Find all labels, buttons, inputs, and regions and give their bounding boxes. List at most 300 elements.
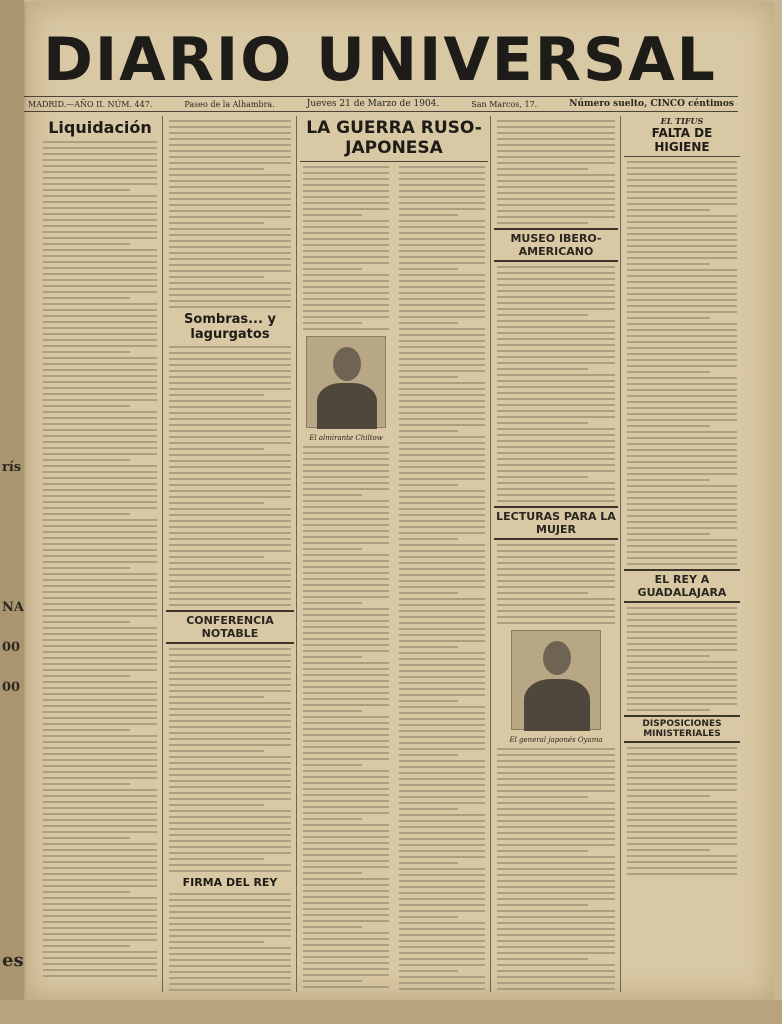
text-line — [43, 669, 157, 671]
text-line — [497, 222, 588, 224]
text-line — [497, 216, 615, 218]
text-line — [627, 281, 737, 283]
page-background — [0, 1000, 782, 1024]
text-line — [303, 310, 389, 312]
text-line — [169, 810, 291, 812]
text-line — [169, 180, 291, 182]
text-line — [497, 874, 615, 876]
text-line — [303, 560, 389, 562]
text-line — [399, 394, 485, 396]
text-line — [169, 240, 291, 242]
text-line — [497, 772, 615, 774]
text-line — [627, 179, 737, 181]
text-line — [43, 459, 130, 461]
text-line — [43, 147, 157, 149]
text-line — [43, 783, 130, 785]
text-line — [43, 807, 157, 809]
text-line — [303, 184, 389, 186]
text-line — [399, 646, 458, 648]
text-line — [43, 675, 130, 677]
text-line — [43, 825, 157, 827]
text-line — [43, 597, 157, 599]
article-body — [494, 120, 618, 224]
article-body — [494, 748, 618, 992]
text-line — [43, 141, 157, 143]
portrait-caption: El almirante Chiltow — [309, 434, 383, 442]
text-line — [627, 311, 737, 313]
text-line — [497, 162, 615, 164]
text-line — [497, 314, 588, 316]
text-line — [169, 864, 291, 866]
text-line — [169, 708, 291, 710]
text-line — [169, 234, 291, 236]
article-body — [166, 893, 294, 992]
text-line — [303, 446, 389, 448]
text-line — [169, 424, 291, 426]
text-line — [43, 843, 157, 845]
text-line — [43, 309, 157, 311]
text-line — [43, 543, 157, 545]
text-line — [627, 843, 737, 845]
text-line — [169, 418, 291, 420]
text-line — [43, 771, 157, 773]
text-line — [169, 270, 291, 272]
text-line — [303, 620, 389, 622]
text-line — [43, 171, 157, 173]
text-line — [169, 150, 291, 152]
column-3 — [300, 116, 488, 992]
text-line — [399, 790, 485, 792]
text-line — [169, 550, 291, 552]
text-line — [399, 808, 458, 810]
text-line — [303, 494, 362, 496]
text-line — [497, 278, 615, 280]
text-line — [627, 873, 737, 875]
text-line — [399, 310, 485, 312]
article-body — [494, 544, 618, 624]
text-line — [43, 873, 157, 875]
text-line — [399, 784, 485, 786]
text-line — [303, 716, 389, 718]
strip-text: NA — [2, 600, 24, 615]
text-line — [303, 944, 389, 946]
text-line — [627, 697, 737, 699]
text-line — [43, 693, 157, 695]
text-line — [399, 832, 485, 834]
text-line — [169, 648, 291, 650]
text-line — [43, 213, 157, 215]
text-line — [43, 345, 157, 347]
text-line — [303, 602, 362, 604]
text-line — [627, 813, 737, 815]
text-line — [303, 458, 389, 460]
text-line — [497, 120, 615, 122]
text-line — [43, 249, 157, 251]
text-line — [303, 866, 389, 868]
text-line — [303, 950, 389, 952]
text-line — [303, 286, 389, 288]
text-line — [399, 268, 458, 270]
text-line — [627, 855, 737, 857]
column-rule — [162, 116, 163, 992]
text-line — [627, 227, 737, 229]
text-line — [303, 734, 389, 736]
text-line — [627, 807, 737, 809]
text-line — [497, 760, 615, 762]
text-line — [399, 796, 485, 798]
text-line — [43, 879, 157, 881]
text-line — [627, 777, 737, 779]
text-line — [627, 667, 737, 669]
headline-museo: MUSEO IBERO-AMERICANO — [494, 228, 618, 262]
text-line — [497, 356, 615, 358]
text-line — [303, 692, 389, 694]
text-line — [497, 326, 615, 328]
text-line — [399, 820, 485, 822]
text-line — [303, 836, 389, 838]
text-line — [497, 802, 615, 804]
text-line — [169, 216, 291, 218]
text-line — [169, 174, 291, 176]
text-line — [497, 320, 615, 322]
text-line — [303, 770, 389, 772]
text-line — [43, 477, 157, 479]
text-line — [497, 368, 588, 370]
text-line — [303, 806, 389, 808]
text-line — [303, 896, 389, 898]
strip-text: 00 — [2, 640, 21, 655]
text-line — [399, 370, 485, 372]
portrait-caption: El general japonés Oyama — [509, 736, 603, 744]
portrait-general — [511, 630, 601, 730]
text-line — [43, 411, 157, 413]
text-line — [627, 703, 737, 705]
text-line — [169, 526, 291, 528]
text-line — [399, 574, 485, 576]
text-line — [169, 905, 291, 907]
text-line — [497, 592, 588, 594]
text-line — [399, 982, 485, 984]
text-line — [399, 682, 485, 684]
text-line — [169, 222, 264, 224]
column-rule — [296, 116, 297, 992]
text-line — [497, 796, 588, 798]
text-line — [497, 156, 615, 158]
text-line — [399, 166, 485, 168]
text-line — [497, 150, 615, 152]
headline-conferencia: CONFERENCIA NOTABLE — [166, 610, 294, 644]
text-line — [627, 691, 737, 693]
text-line — [43, 969, 157, 971]
text-line — [303, 800, 389, 802]
article-body — [300, 446, 392, 992]
text-line — [497, 988, 615, 990]
text-line — [303, 524, 389, 526]
text-line — [399, 772, 485, 774]
text-line — [627, 759, 737, 761]
text-line — [497, 832, 615, 834]
text-line — [627, 709, 710, 711]
text-line — [169, 514, 291, 516]
article-body — [166, 120, 294, 308]
text-line — [169, 228, 291, 230]
text-line — [399, 562, 485, 564]
strip-text: 00 — [2, 680, 21, 695]
text-line — [303, 238, 389, 240]
text-line — [43, 939, 157, 941]
text-line — [303, 608, 389, 610]
text-line — [169, 834, 291, 836]
text-line — [303, 710, 362, 712]
address: Paseo de la Alhambra. — [184, 99, 275, 109]
text-line — [43, 627, 157, 629]
text-line — [43, 567, 130, 569]
text-line — [399, 892, 485, 894]
text-line — [43, 849, 157, 851]
text-line — [627, 365, 737, 367]
text-line — [497, 748, 615, 750]
text-line — [497, 916, 615, 918]
text-line — [43, 387, 157, 389]
text-line — [399, 322, 458, 324]
text-line — [169, 442, 291, 444]
text-line — [43, 957, 157, 959]
text-line — [303, 722, 389, 724]
text-line — [169, 714, 291, 716]
text-line — [627, 323, 737, 325]
text-line — [303, 656, 362, 658]
strip-text: rís — [2, 460, 22, 475]
text-line — [43, 819, 157, 821]
text-line — [43, 255, 157, 257]
text-line — [169, 294, 291, 296]
text-line — [303, 596, 389, 598]
text-line — [399, 442, 485, 444]
article-body — [624, 747, 740, 875]
text-line — [627, 419, 737, 421]
text-line — [43, 489, 157, 491]
text-line — [399, 598, 485, 600]
text-line — [497, 272, 615, 274]
text-line — [627, 395, 737, 397]
text-line — [303, 506, 389, 508]
text-line — [43, 369, 157, 371]
text-line — [497, 374, 615, 376]
text-line — [399, 556, 485, 558]
text-line — [43, 837, 130, 839]
text-line — [303, 752, 389, 754]
text-line — [497, 844, 615, 846]
text-line — [399, 214, 458, 216]
text-line — [169, 472, 291, 474]
text-line — [169, 568, 291, 570]
text-line — [399, 436, 485, 438]
text-line — [43, 633, 157, 635]
text-line — [627, 533, 710, 535]
text-line — [399, 652, 485, 654]
text-line — [303, 932, 389, 934]
text-line — [497, 458, 615, 460]
text-line — [43, 285, 157, 287]
text-line — [303, 208, 389, 210]
text-line — [43, 753, 157, 755]
text-line — [303, 632, 389, 634]
text-line — [43, 165, 157, 167]
text-line — [43, 621, 130, 623]
text-line — [303, 214, 362, 216]
text-line — [399, 946, 485, 948]
text-line — [497, 290, 615, 292]
text-line — [497, 622, 615, 624]
text-line — [169, 768, 291, 770]
headline-higiene: FALTA DE HIGIENE — [624, 126, 740, 157]
text-line — [303, 518, 389, 520]
text-line — [169, 959, 291, 961]
text-line — [43, 975, 157, 977]
text-line — [169, 156, 291, 158]
text-line — [43, 279, 157, 281]
text-line — [303, 812, 389, 814]
text-line — [627, 545, 737, 547]
text-line — [169, 660, 291, 662]
text-line — [627, 783, 737, 785]
text-line — [303, 776, 389, 778]
text-line — [303, 728, 389, 730]
text-line — [303, 232, 389, 234]
text-line — [169, 756, 291, 758]
text-line — [399, 412, 485, 414]
text-line — [497, 210, 615, 212]
text-line — [303, 470, 389, 472]
text-line — [399, 976, 485, 978]
text-line — [497, 138, 615, 140]
text-line — [399, 580, 485, 582]
text-line — [303, 190, 389, 192]
text-line — [303, 974, 389, 976]
text-line — [497, 562, 615, 564]
text-line — [497, 556, 615, 558]
text-line — [43, 321, 157, 323]
text-line — [627, 637, 737, 639]
text-line — [169, 448, 264, 450]
text-line — [497, 494, 615, 496]
text-line — [43, 561, 157, 563]
text-line — [399, 376, 458, 378]
text-line — [43, 681, 157, 683]
text-line — [43, 591, 157, 593]
text-line — [399, 814, 485, 816]
text-line — [627, 317, 710, 319]
text-line — [303, 650, 389, 652]
text-line — [303, 304, 389, 306]
text-line — [627, 539, 737, 541]
text-line — [303, 890, 389, 892]
text-line — [169, 406, 291, 408]
text-line — [169, 258, 291, 260]
text-line — [399, 328, 485, 330]
text-line — [627, 461, 737, 463]
text-line — [43, 867, 157, 869]
headline-lecturas: LECTURAS PARA LA MUJER — [494, 506, 618, 540]
text-line — [169, 911, 291, 913]
headline-liquidacion: Liquidación — [48, 118, 152, 137]
text-line — [627, 377, 737, 379]
text-line — [43, 645, 157, 647]
text-line — [399, 448, 485, 450]
text-line — [399, 640, 485, 642]
text-line — [303, 274, 389, 276]
text-line — [497, 814, 615, 816]
text-line — [399, 502, 485, 504]
text-line — [627, 167, 737, 169]
text-line — [497, 580, 615, 582]
text-line — [43, 735, 157, 737]
text-line — [497, 958, 588, 960]
text-line — [43, 537, 157, 539]
text-line — [627, 849, 710, 851]
text-line — [303, 548, 362, 550]
text-line — [169, 352, 291, 354]
text-line — [627, 437, 737, 439]
text-line — [43, 963, 157, 965]
text-line — [169, 654, 291, 656]
text-line — [627, 679, 737, 681]
text-line — [399, 760, 485, 762]
text-line — [399, 196, 485, 198]
text-line — [303, 860, 389, 862]
article-body — [624, 161, 740, 565]
text-line — [399, 178, 485, 180]
text-line — [169, 364, 291, 366]
text-line — [43, 519, 157, 521]
text-line — [43, 351, 130, 353]
text-line — [169, 370, 291, 372]
text-line — [627, 837, 737, 839]
text-line — [169, 496, 291, 498]
text-line — [497, 784, 615, 786]
text-line — [169, 935, 291, 937]
text-line — [497, 604, 615, 606]
text-line — [627, 401, 737, 403]
text-line — [43, 855, 157, 857]
text-line — [627, 443, 737, 445]
text-line — [43, 399, 157, 401]
text-line — [169, 586, 291, 588]
text-line — [497, 186, 615, 188]
text-line — [399, 634, 485, 636]
text-line — [303, 268, 362, 270]
text-line — [399, 406, 485, 408]
headline-rey: EL REY A GUADALAJARA — [624, 569, 740, 603]
text-line — [43, 525, 157, 527]
text-line — [303, 680, 389, 682]
text-line — [43, 177, 157, 179]
text-line — [497, 362, 615, 364]
text-line — [43, 921, 157, 923]
text-line — [169, 941, 264, 943]
text-line — [497, 880, 615, 882]
text-line — [627, 557, 737, 559]
text-line — [169, 983, 291, 985]
text-line — [399, 850, 485, 852]
dateline — [24, 96, 738, 112]
text-line — [303, 464, 389, 466]
text-line — [303, 584, 389, 586]
text-line — [169, 690, 291, 692]
text-line — [169, 478, 291, 480]
text-line — [303, 292, 389, 294]
text-line — [303, 674, 389, 676]
